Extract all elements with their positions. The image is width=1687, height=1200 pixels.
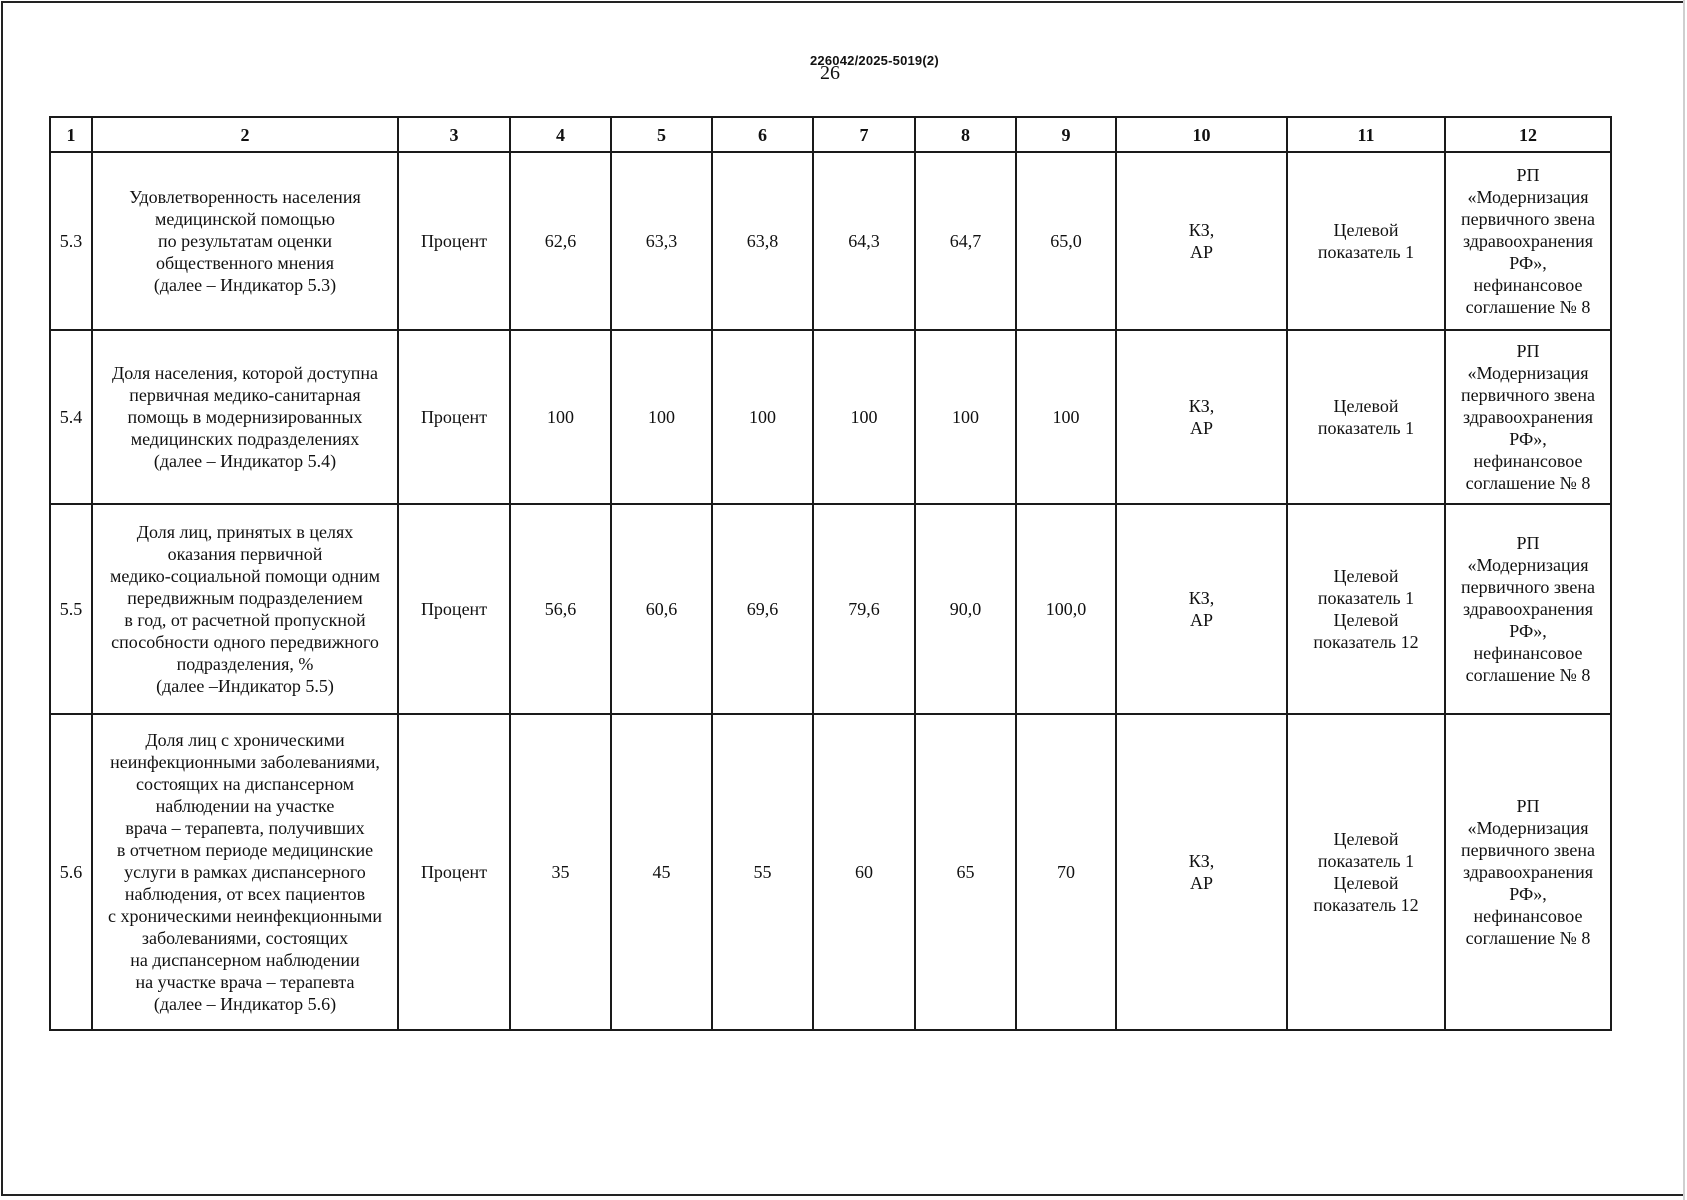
value-cell: 45 (611, 714, 712, 1030)
project-cell: РП «Модернизация первичного звена здравоохранения РФ», нефинансовое соглашение № 8 (1445, 330, 1611, 504)
project-cell: РП «Модернизация первичного звена здравоохранения РФ», нефинансовое соглашение № 8 (1445, 152, 1611, 330)
target-indicator-cell: Целевой показатель 1 Целевой показатель 12 (1287, 714, 1445, 1030)
project-cell: РП «Модернизация первичного звена здравоохранения РФ», нефинансовое соглашение № 8 (1445, 504, 1611, 714)
row-number: 5.5 (50, 504, 92, 714)
value-cell: 56,6 (510, 504, 611, 714)
project-cell: РП «Модернизация первичного звена здравоохранения РФ», нефинансовое соглашение № 8 (1445, 714, 1611, 1030)
row-number: 5.3 (50, 152, 92, 330)
value-cell: 79,6 (813, 504, 915, 714)
table-header-row (50, 117, 1611, 152)
document-number: 226042/2025-5019(2) (810, 53, 939, 68)
unit-cell: Процент (398, 504, 510, 714)
value-cell: 69,6 (712, 504, 813, 714)
value-cell: 64,7 (915, 152, 1016, 330)
indicators-table (49, 116, 1612, 1031)
column-header: 11 (1287, 117, 1445, 152)
unit-cell: Процент (398, 714, 510, 1030)
value-cell: 62,6 (510, 152, 611, 330)
column-header: 7 (813, 117, 915, 152)
column-header: 3 (398, 117, 510, 152)
table-row (50, 330, 1611, 504)
responsible-cell: КЗ, АР (1116, 504, 1287, 714)
responsible-cell: КЗ, АР (1116, 714, 1287, 1030)
indicator-description: Удовлетворенность населения медицинской помощью по результатам оценки общественного мнения (далее – Индикатор 5.3) (92, 152, 398, 330)
value-cell: 100 (1016, 330, 1116, 504)
column-header: 12 (1445, 117, 1611, 152)
table-row (50, 504, 1611, 714)
column-header: 6 (712, 117, 813, 152)
value-cell: 100 (712, 330, 813, 504)
column-header: 5 (611, 117, 712, 152)
column-header: 4 (510, 117, 611, 152)
value-cell: 100 (915, 330, 1016, 504)
value-cell: 35 (510, 714, 611, 1030)
table-row (50, 714, 1611, 1030)
target-indicator-cell: Целевой показатель 1 (1287, 152, 1445, 330)
value-cell: 70 (1016, 714, 1116, 1030)
target-indicator-cell: Целевой показатель 1 Целевой показатель 12 (1287, 504, 1445, 714)
column-header: 10 (1116, 117, 1287, 152)
value-cell: 55 (712, 714, 813, 1030)
value-cell: 100 (611, 330, 712, 504)
column-header: 1 (50, 117, 92, 152)
column-header: 9 (1016, 117, 1116, 152)
value-cell: 100 (813, 330, 915, 504)
row-number: 5.4 (50, 330, 92, 504)
value-cell: 100,0 (1016, 504, 1116, 714)
responsible-cell: КЗ, АР (1116, 330, 1287, 504)
page-edge (1683, 0, 1685, 1200)
unit-cell: Процент (398, 330, 510, 504)
value-cell: 90,0 (915, 504, 1016, 714)
row-number: 5.6 (50, 714, 92, 1030)
page-number: 26 (820, 62, 840, 84)
indicator-description: Доля лиц с хроническими неинфекционными заболеваниями, состоящих на диспансерном наблюдении на участке врача – терапевта, получивших в отчетном периоде медицинские услуги в рамках диспансерного наблюдения, от всех пациентов с хроническими неинфекционными заболеваниями, состоящих на диспансерном наблюдении на участке врача – терапевта (далее – Индикатор 5.6) (92, 714, 398, 1030)
value-cell: 60,6 (611, 504, 712, 714)
target-indicator-cell: Целевой показатель 1 (1287, 330, 1445, 504)
table-row (50, 152, 1611, 330)
value-cell: 64,3 (813, 152, 915, 330)
value-cell: 65,0 (1016, 152, 1116, 330)
column-header: 2 (92, 117, 398, 152)
unit-cell: Процент (398, 152, 510, 330)
responsible-cell: КЗ, АР (1116, 152, 1287, 330)
value-cell: 65 (915, 714, 1016, 1030)
indicator-description: Доля лиц, принятых в целях оказания первичной медико-социальной помощи одним передвижным подразделением в год, от расчетной пропускной способности одного передвижного подразделения, % (далее –Индикатор 5.5) (92, 504, 398, 714)
value-cell: 63,8 (712, 152, 813, 330)
value-cell: 100 (510, 330, 611, 504)
column-header: 8 (915, 117, 1016, 152)
value-cell: 60 (813, 714, 915, 1030)
indicator-description: Доля населения, которой доступна первичная медико-санитарная помощь в модернизированных медицинских подразделениях (далее – Индикатор 5.4) (92, 330, 398, 504)
value-cell: 63,3 (611, 152, 712, 330)
